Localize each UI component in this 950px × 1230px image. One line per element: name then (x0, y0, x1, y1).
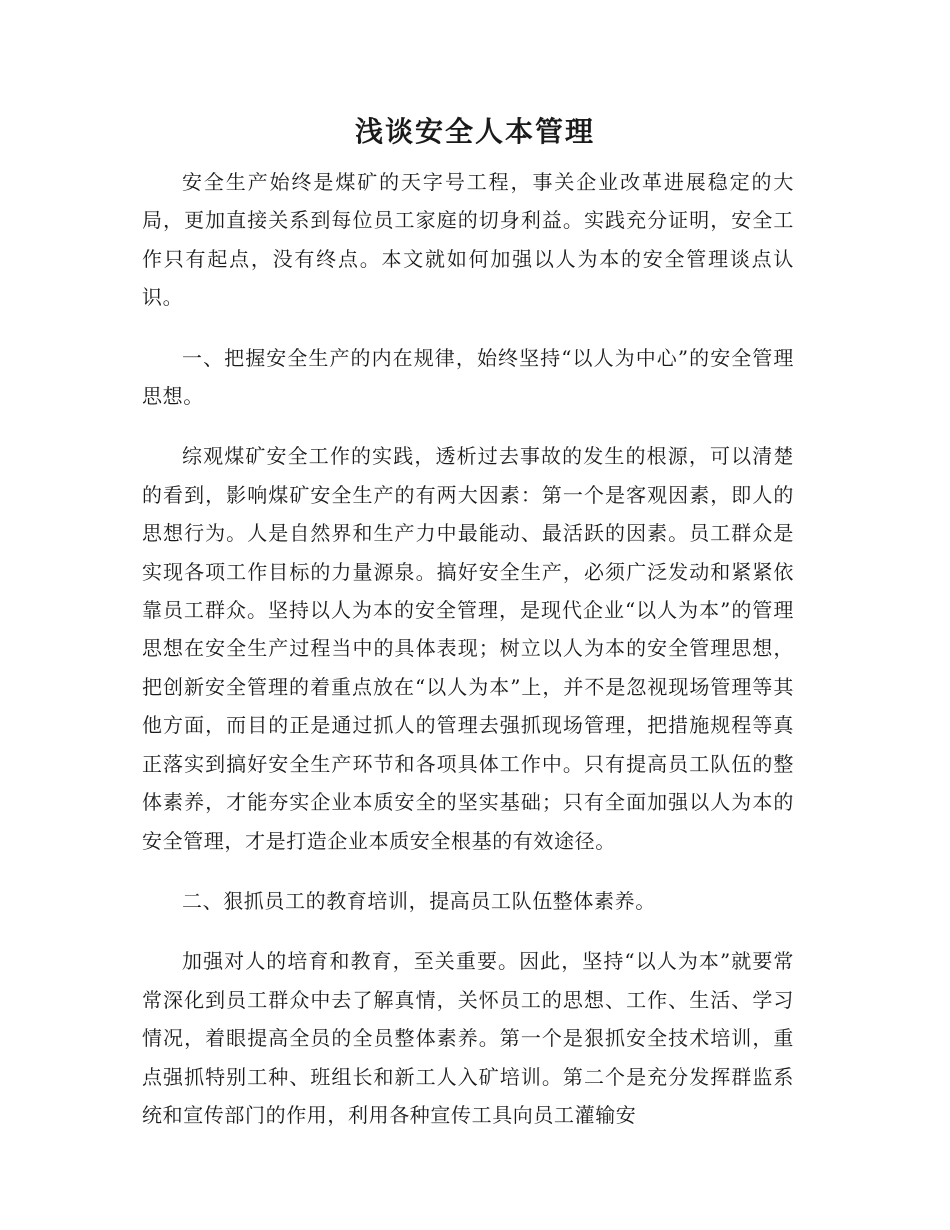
paragraph-intro: 安全生产始终是煤矿的天字号工程，事关企业改革进展稳定的大局，更加直接关系到每位员工家庭的切身利益。实践充分证明，安全工作只有起点，没有终点。本文就如何加强以人为本的安全管理谈点认识。 (142, 170, 794, 310)
section-heading-1: 一、把握安全生产的内在规律，始终坚持“以人为中心”的安全管理思想。 (142, 345, 794, 409)
section-heading-2: 二、狠抓员工的教育培训，提高员工队伍整体素养。 (182, 888, 656, 913)
paragraph-section-1: 综观煤矿安全工作的实践，透析过去事故的发生的根源，可以清楚的看到，影响煤矿安全生产的有两大因素：第一个是客观因素，即人的思想行为。人是自然界和生产力中最能动、最活跃的因素。员工群众是实现各项工作目标的力量源泉。搞好安全生产，必须广泛发动和紧紧依靠员工群众。坚持以人为本的安全管理，是现代企业“以人为本”的管理思想在安全生产过程当中的具体表现；树立以人为本的安全管理思想，把创新安全管理的着重点放在“以人为本”上，并不是忽视现场管理等其他方面，而目的正是通过抓人的管理去强抓现场管理，把措施规程等真正落实到搞好安全生产环节和各项具体工作中。只有提高员工队伍的整体素养，才能夯实企业本质安全的坚实基础；只有全面加强以人为本的安全管理，才是打造企业本质安全根基的有效途径。 (142, 444, 794, 853)
document-body (142, 163, 794, 1156)
document-title: 浅谈安全人本管理 (354, 115, 595, 148)
paragraph-section-2: 加强对人的培育和教育，至关重要。因此，坚持“以人为本”就要常常深化到员工群众中去了解真情，关怀员工的思想、工作、生活、学习情况，着眼提高全员的全员整体素养。第一个是狠抓安全技术培训，重点强抓特别工种、班组长和新工人入矿培训。第二个是充分发挥群监系统和宣传部门的作用，利用各种宣传工具向员工灌输安 (142, 949, 794, 1127)
